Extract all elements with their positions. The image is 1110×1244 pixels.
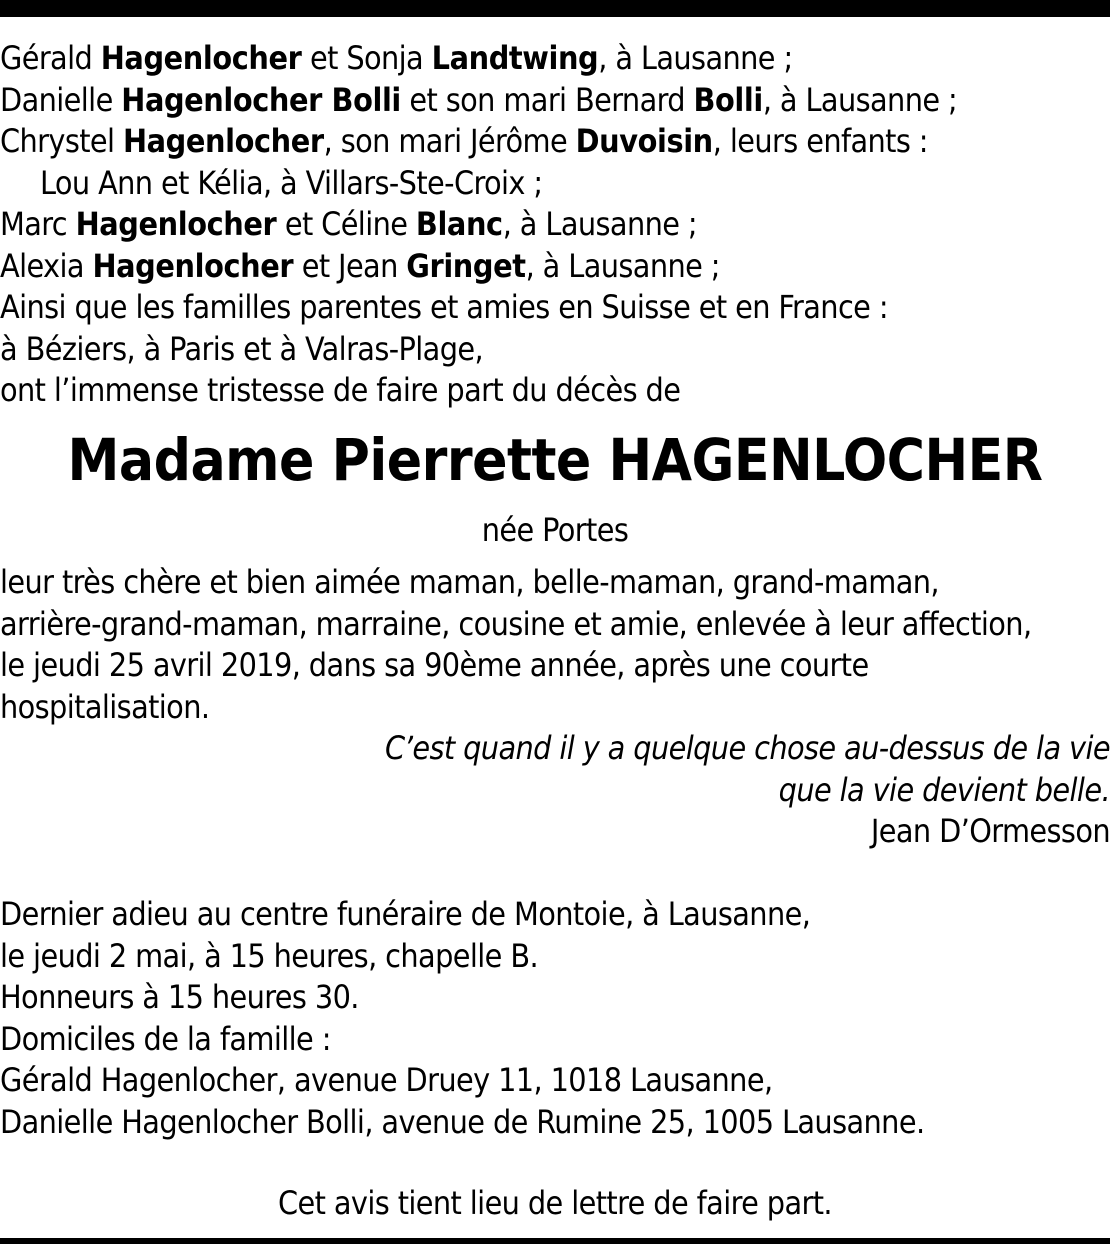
bottom-rule — [0, 1238, 1110, 1244]
body-line: arrière-grand-maman, marraine, cousine et amie, enlevée à leur affection, — [0, 604, 1032, 643]
family-surname: Hagenlocher — [92, 246, 294, 285]
family-line-4: Lou Ann et Kélia, à Villars-Ste-Croix ; — [40, 163, 543, 202]
family-line-7: Ainsi que les familles parentes et amies en Suisse et en France : — [0, 288, 888, 326]
quote-line-1: C’est quand il y a quelque chose au-dessus de la vie — [385, 729, 1110, 767]
quote-author: Jean D’Ormesson — [870, 812, 1110, 850]
body-line: leur très chère et bien aimée maman, belle-maman, grand-maman, — [0, 563, 939, 601]
family-line-3: Chrystel Hagenlocher, son mari Jérôme Duvoisin, leurs enfants : — [0, 122, 928, 160]
quote-line-2: que la vie devient belle. — [778, 770, 1110, 809]
family-line-9: ont l’immense tristesse de faire part du décès de — [0, 371, 681, 409]
family-line-2: Danielle Hagenlocher Bolli et son mari Bernard Bolli, à Lausanne ; — [0, 80, 958, 119]
family-surname: Hagenlocher — [75, 205, 277, 243]
family-surname: Bolli — [693, 80, 763, 119]
announcement-body — [0, 562, 1110, 853]
details-line: Honneurs à 15 heures 30. — [0, 978, 359, 1016]
maiden-name: née Portes — [481, 511, 629, 549]
details-line: le jeudi 2 mai, à 15 heures, chapelle B. — [0, 936, 539, 975]
body-line: le jeudi 25 avril 2019, dans sa 90ème année, après une courte — [0, 646, 869, 684]
family-surname: Hagenlocher Bolli — [121, 80, 401, 119]
details-line: Domiciles de la famille : — [0, 1019, 331, 1058]
family-line-6: Alexia Hagenlocher et Jean Gringet, à Lausanne ; — [0, 246, 720, 285]
family-line-1: Gérald Hagenlocher et Sonja Landtwing, à Lausanne ; — [0, 39, 793, 77]
details-line: Gérald Hagenlocher, avenue Druey 11, 1018 Lausanne, — [0, 1061, 773, 1099]
footer-note: Cet avis tient lieu de lettre de faire part. — [278, 1184, 832, 1222]
details-line: Dernier adieu au centre funéraire de Montoie, à Lausanne, — [0, 895, 811, 933]
top-rule — [0, 0, 1110, 17]
family-surname: Landtwing — [431, 39, 599, 77]
family-surname: Hagenlocher — [100, 39, 302, 77]
body-line: hospitalisation. — [0, 687, 210, 726]
details-line: Danielle Hagenlocher Bolli, avenue de Rumine 25, 1005 Lausanne. — [0, 1102, 925, 1141]
family-surname: Gringet — [406, 246, 526, 285]
family-surname: Blanc — [415, 205, 503, 243]
deceased-name: Madame Pierrette HAGENLOCHER — [67, 426, 1043, 494]
funeral-details — [0, 894, 1110, 1143]
family-line-8: à Béziers, à Paris et à Valras-Plage, — [0, 329, 484, 368]
family-surname: Duvoisin — [575, 122, 713, 160]
family-line-5: Marc Hagenlocher et Céline Blanc, à Lausanne ; — [0, 205, 698, 243]
family-surname: Hagenlocher — [122, 122, 324, 160]
family-list — [0, 38, 1110, 412]
